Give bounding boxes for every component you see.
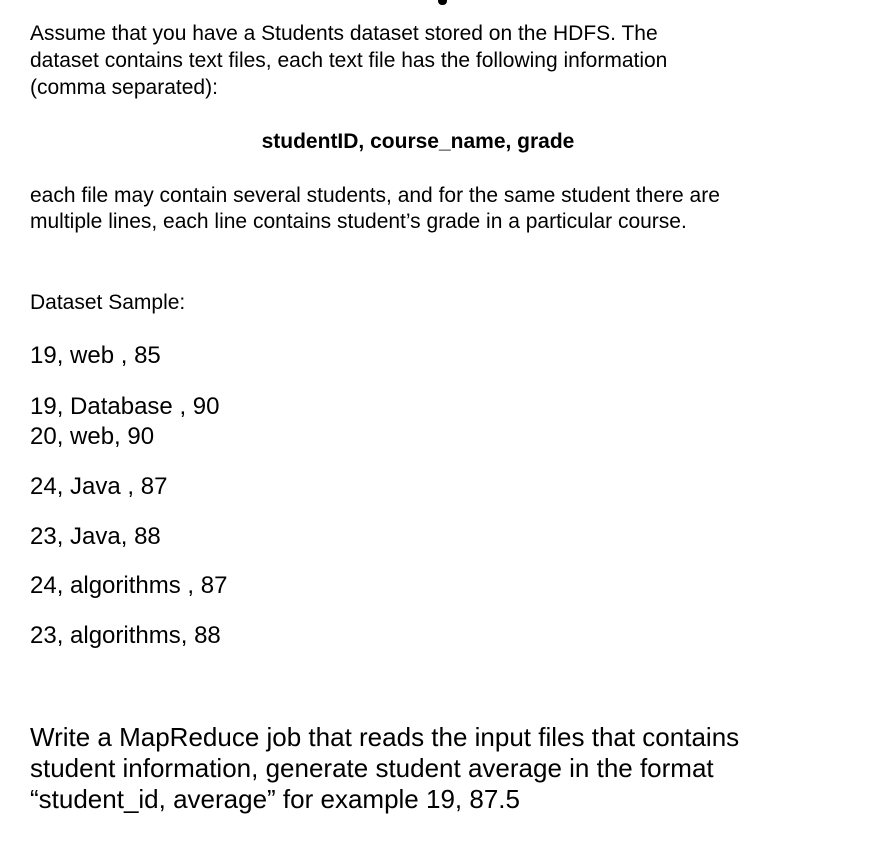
sample-label: Dataset Sample: [30,291,186,314]
sample-row: 24, Java , 87 [30,473,168,500]
sample-row: 23, Java, 88 [30,523,161,550]
task-line: Write a MapReduce job that reads the input files that contains [30,722,740,752]
intro-line: (comma separated): [30,76,218,99]
note-line: each file may contain several students, and for the same student there are [30,184,720,207]
sample-row: 24, algorithms , 87 [30,572,228,599]
intro-line: dataset contains text files, each text file has the following information [30,49,668,72]
sample-row: 23, algorithms, 88 [30,622,221,649]
task-line: student information, generate student average in the format [30,753,714,783]
intro-paragraph [30,20,850,101]
note-paragraph [30,183,850,235]
sample-row: 19, Database , 90 [30,393,220,420]
sample-row: 19, web , 85 [30,342,161,369]
note-line: multiple lines, each line contains student’s grade in a particular course. [30,210,687,233]
sample-row: 20, web, 90 [30,423,155,450]
intro-line: Assume that you have a Students dataset stored on the HDFS. The [30,22,658,45]
cropped-glyph-fragment [438,0,447,5]
task-line: “student_id, average” for example 19, 87.5 [30,784,520,814]
schema-heading: studentID, course_name, grade [261,130,575,153]
task-paragraph [30,722,850,815]
